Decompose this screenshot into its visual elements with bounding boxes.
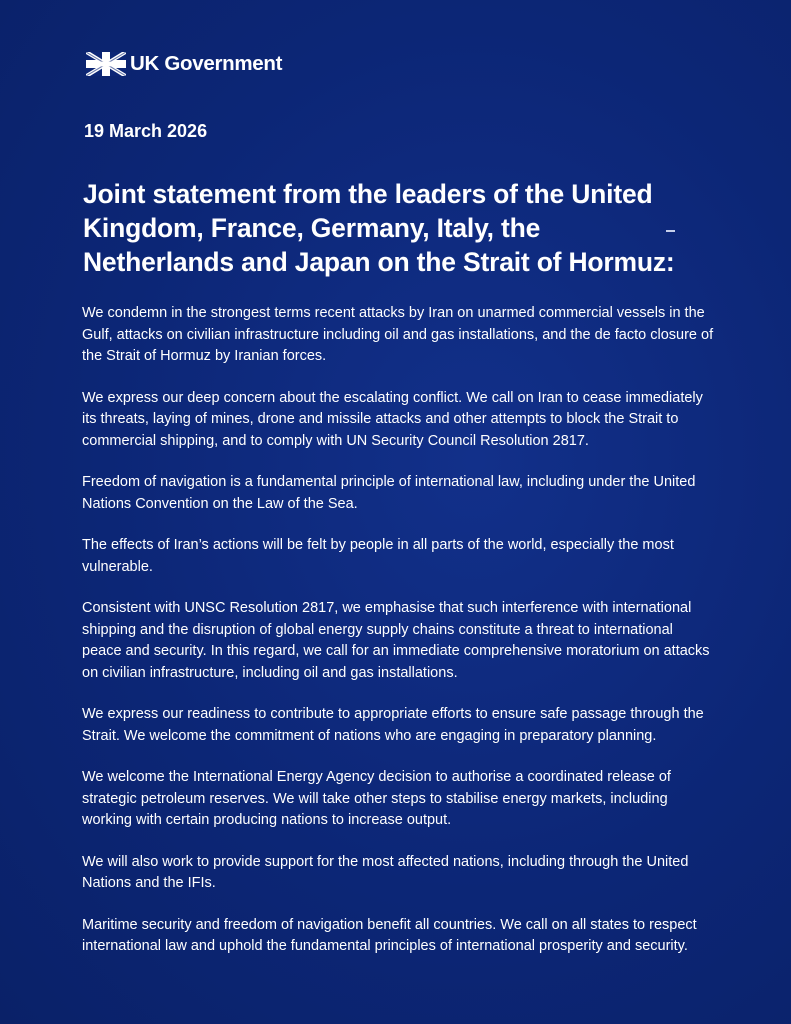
- text-line: Nations and the IFIs.: [82, 875, 216, 891]
- paragraph: [82, 704, 732, 747]
- text-line: vulnerable.: [82, 558, 153, 575]
- text-line: international law and uphold the fundamental principles of international prosperity and security.: [82, 938, 688, 954]
- text-line: We express our deep concern about the escalating conflict. We call on Iran to cease immediately: [82, 389, 703, 406]
- text-line: Maritime security and freedom of navigation benefit all countries. We call on all states to respect: [82, 916, 697, 933]
- text-line: The effects of Iran’s actions will be felt by people in all parts of the world, especially the most: [82, 537, 674, 553]
- paragraph: [82, 388, 732, 453]
- paragraph: [82, 303, 732, 368]
- text-line: peace and security. In this regard, we call for an immediate comprehensive moratorium on attacks: [82, 643, 710, 659]
- text-line: working with certain producing nations to increase output.: [82, 812, 452, 828]
- text-line: Nations Convention on the Law of the Sea.: [82, 495, 358, 512]
- logo-text: UK Government: [130, 52, 283, 75]
- text-line: Consistent with UNSC Resolution 2817, we emphasise that such interference with international: [82, 600, 692, 616]
- text-line: We express our readiness to contribute to appropriate efforts to ensure safe passage through the: [82, 706, 704, 722]
- title-line: Kingdom, France, Germany, Italy, the: [83, 213, 541, 243]
- paragraph: [82, 767, 732, 832]
- text-line: shipping and the disruption of global energy supply chains constitute a threat to international: [82, 621, 673, 638]
- title-line: Joint statement from the leaders of the United: [83, 179, 653, 209]
- publication-date: 19 March 2026: [84, 121, 208, 141]
- title-line: Netherlands and Japan on the Strait of Hormuz:: [83, 247, 675, 277]
- text-line: Gulf, attacks on civilian infrastructure including oil and gas installations, and the de facto closure of: [82, 326, 714, 343]
- text-line: commercial shipping, and to comply with UN Security Council Resolution 2817.: [82, 432, 589, 449]
- uk-government-logo: [86, 52, 282, 76]
- text-line: We condemn in the strongest terms recent attacks by Iran on unarmed commercial vessels in the: [82, 305, 705, 321]
- text-line: the Strait of Hormuz by Iranian forces.: [82, 348, 327, 364]
- paragraph: [82, 598, 732, 684]
- paragraph: [82, 472, 732, 515]
- paragraph: [82, 852, 732, 895]
- stray-dash-mark: [666, 230, 675, 232]
- text-line: on civilian infrastructure, including oil and gas installations.: [82, 664, 458, 681]
- page-title: [83, 177, 723, 279]
- paragraph: [82, 535, 732, 578]
- text-line: We welcome the International Energy Agency decision to authorise a coordinated release of: [82, 769, 671, 785]
- text-line: Freedom of navigation is a fundamental principle of international law, including under the United: [82, 474, 696, 490]
- paragraph: [82, 915, 732, 958]
- union-jack-flag-icon: [86, 52, 126, 76]
- text-line: We will also work to provide support for the most affected nations, including through the United: [82, 853, 689, 870]
- text-line: strategic petroleum reserves. We will take other steps to stabilise energy markets, including: [82, 790, 668, 807]
- statement-body: [82, 303, 732, 978]
- text-line: Strait. We welcome the commitment of nations who are engaging in preparatory planning.: [82, 727, 657, 744]
- text-line: its threats, laying of mines, drone and missile attacks and other attempts to block the Strait to: [82, 411, 679, 427]
